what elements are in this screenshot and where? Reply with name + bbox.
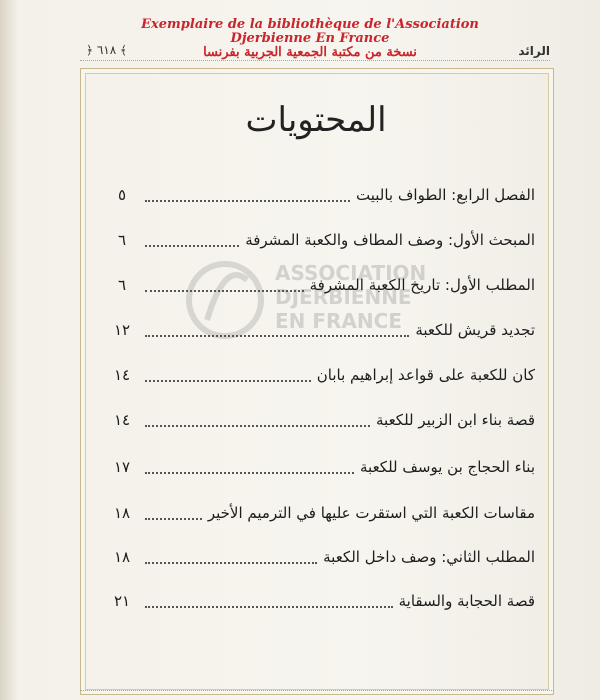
toc-page: ١٤	[113, 411, 131, 429]
toc-page: ١٤	[113, 366, 131, 384]
toc-leader-dots	[145, 472, 354, 474]
page-number: ﴿ ٦١٨ ﴾	[86, 43, 128, 57]
toc-row[interactable]	[105, 360, 535, 390]
toc-leader-dots	[145, 518, 202, 520]
running-head	[80, 44, 550, 61]
toc-leader-dots	[145, 335, 409, 337]
toc-leader-dots	[145, 245, 239, 247]
toc-page: ٦	[117, 231, 127, 249]
toc-label: تجديد قريش للكعبة	[415, 321, 535, 339]
toc-leader-dots	[145, 606, 393, 608]
page-title: المحتويات	[245, 100, 387, 140]
toc-row[interactable]	[105, 452, 535, 482]
toc-row[interactable]	[105, 405, 535, 435]
toc-leader-dots	[145, 200, 350, 202]
toc-label: بناء الحجاج بن يوسف للكعبة	[360, 458, 535, 476]
toc-page: ١٧	[113, 458, 131, 476]
toc-page: ٦	[117, 276, 127, 294]
book-name: الرائد	[518, 44, 550, 58]
toc-row[interactable]	[105, 315, 535, 345]
toc-row[interactable]	[105, 225, 535, 255]
toc-row[interactable]	[105, 498, 535, 528]
watermark-line-3: EN FRANCE	[275, 309, 402, 333]
toc-row[interactable]	[105, 542, 535, 572]
toc-page: ١٢	[113, 321, 131, 339]
toc-page: ١٨	[113, 548, 131, 566]
toc-label: قصة بناء ابن الزبير للكعبة	[376, 411, 535, 429]
toc-label: مقاسات الكعبة التي استقرت عليها في الترميم الأخير	[207, 504, 535, 522]
library-stamp-french: Exemplaire de la bibliothèque de l'Association Djerbienne En France	[141, 17, 479, 46]
watermark-line-1: ASSOCIATION	[275, 261, 427, 285]
toc-label: كان للكعبة على قواعد إبراهيم بابان	[316, 366, 535, 384]
toc-label: المطلب الأول: تاريخ الكعبة المشرفة	[309, 276, 535, 294]
bottom-ornament	[80, 690, 554, 695]
toc-row[interactable]	[105, 270, 535, 300]
toc-row[interactable]	[105, 586, 535, 616]
toc-label: المبحث الأول: وصف المطاف والكعبة المشرفة	[245, 231, 535, 249]
toc-page: ٢١	[113, 592, 131, 610]
toc-leader-dots	[145, 290, 304, 292]
toc-page: ٥	[117, 186, 127, 204]
toc-label: الفصل الرابع: الطواف بالبيت	[356, 186, 535, 204]
toc-label: المطلب الثاني: وصف داخل الكعبة	[323, 548, 535, 566]
watermark-line-2: DJERBIENNE	[275, 285, 412, 309]
toc-leader-dots	[145, 562, 317, 564]
toc-row[interactable]	[105, 180, 535, 210]
library-stamp-arabic: نسخة من مكتبة الجمعية الجربية بفرنسا	[203, 45, 417, 60]
toc-page: ١٨	[113, 504, 131, 522]
toc-label: قصة الحجابة والسقاية	[398, 592, 535, 610]
toc-leader-dots	[145, 425, 370, 427]
toc-leader-dots	[145, 380, 311, 382]
